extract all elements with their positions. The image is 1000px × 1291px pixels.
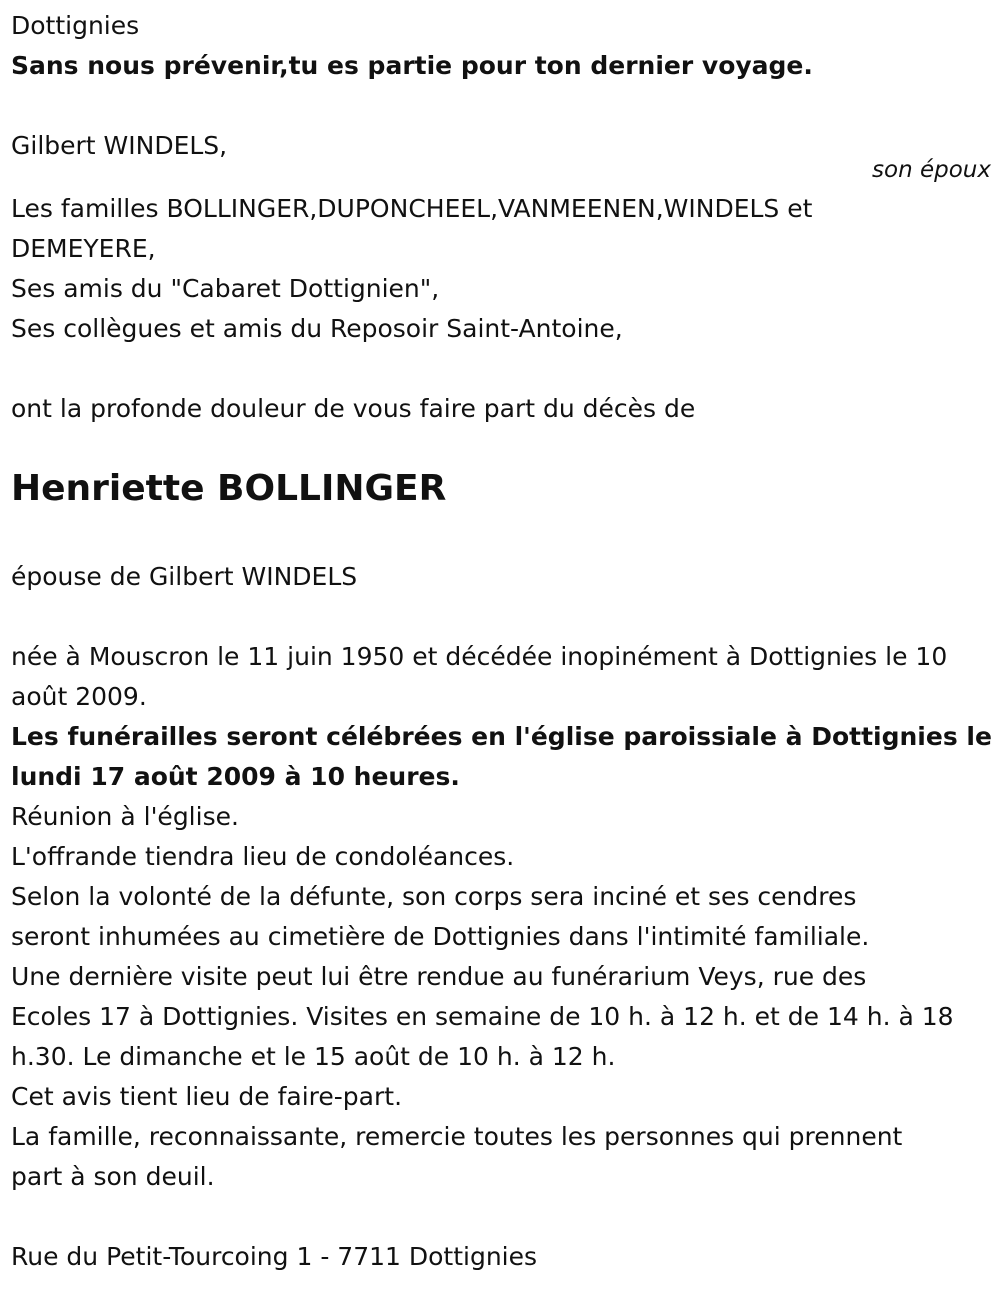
announcement-line: ont la profonde douleur de vous faire part du décès de (11, 394, 696, 423)
deceased-name: Henriette BOLLINGER (11, 468, 447, 509)
epigraph: Sans nous prévenir,tu es partie pour ton dernier voyage. (11, 51, 813, 80)
families-line-2: DEMEYERE, (11, 234, 156, 263)
location-heading: Dottignies (11, 11, 140, 40)
detail-line: L'offrande tiendra lieu de condoléances. (11, 842, 515, 871)
spouse-of-line: épouse de Gilbert WINDELS (11, 562, 358, 591)
friends-line: Ses amis du "Cabaret Dottignien", (11, 274, 440, 303)
detail-line: Selon la volonté de la défunte, son corps sera inciné et ses cendres (11, 882, 857, 911)
detail-line: Ecoles 17 à Dottignies. Visites en semaine de 10 h. à 12 h. et de 14 h. à 18 (11, 1002, 954, 1031)
address-line: Rue du Petit-Tourcoing 1 - 7711 Dottignies (11, 1242, 538, 1271)
birth-death-line-2: août 2009. (11, 682, 147, 711)
spouse-role: son époux (872, 157, 991, 183)
funeral-line-1: Les funérailles seront célébrées en l'église paroissiale à Dottignies le (11, 722, 992, 751)
spouse-name: Gilbert WINDELS, (11, 131, 228, 160)
families-line-1: Les familles BOLLINGER,DUPONCHEEL,VANMEENEN,WINDELS et (11, 194, 813, 223)
detail-line: Une dernière visite peut lui être rendue au funérarium Veys, rue des (11, 962, 867, 991)
birth-death-line-1: née à Mouscron le 11 juin 1950 et décédée inopinément à Dottignies le 10 (11, 642, 948, 671)
colleagues-line: Ses collègues et amis du Reposoir Saint-Antoine, (11, 314, 623, 343)
detail-line: part à son deuil. (11, 1162, 215, 1191)
detail-line: h.30. Le dimanche et le 15 août de 10 h. à 12 h. (11, 1042, 616, 1071)
detail-line: Cet avis tient lieu de faire-part. (11, 1082, 403, 1111)
funeral-line-2: lundi 17 août 2009 à 10 heures. (11, 762, 460, 791)
detail-line: La famille, reconnaissante, remercie toutes les personnes qui prennent (11, 1122, 903, 1151)
detail-line: Réunion à l'église. (11, 802, 239, 831)
detail-line: seront inhumées au cimetière de Dottignies dans l'intimité familiale. (11, 922, 870, 951)
